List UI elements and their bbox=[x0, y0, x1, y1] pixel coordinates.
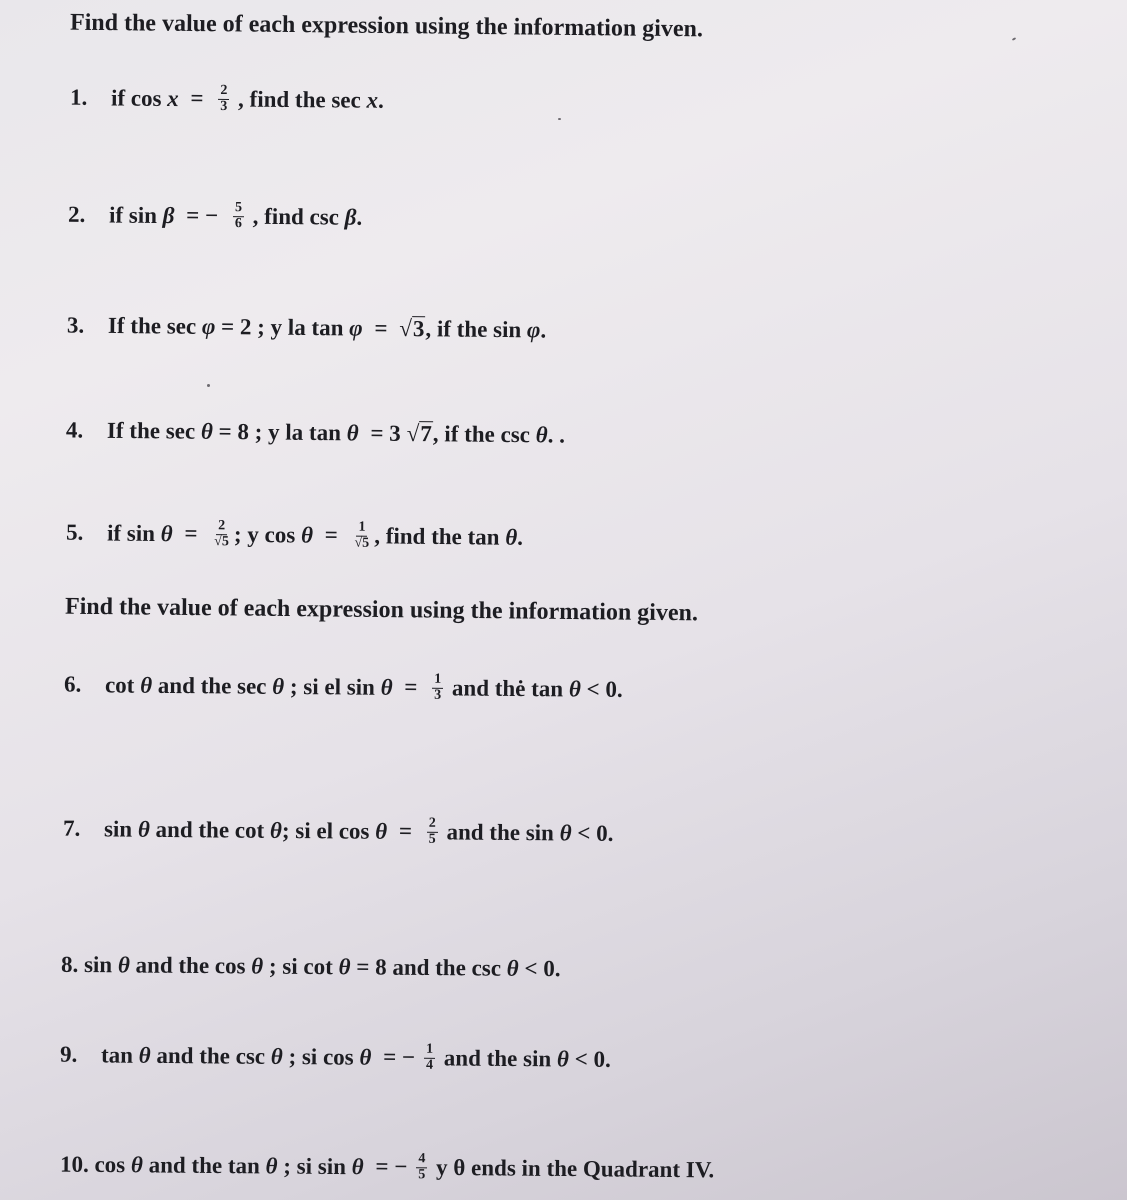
problem-text: and the cot bbox=[155, 816, 265, 843]
operator: = − bbox=[186, 203, 219, 229]
problem-2 bbox=[68, 202, 362, 235]
problem-text: sin bbox=[83, 952, 113, 978]
problem-text: , find the sec bbox=[237, 86, 361, 113]
problem-text: if sin bbox=[108, 202, 158, 228]
variable: θ bbox=[160, 521, 173, 547]
fraction-numerator: 2 bbox=[427, 817, 438, 833]
variable: θ bbox=[300, 522, 314, 548]
variable: θ bbox=[117, 952, 130, 978]
problem-number: 4. bbox=[65, 417, 84, 443]
fraction bbox=[218, 84, 229, 114]
fraction-numerator: 5 bbox=[233, 201, 244, 217]
radical-sign: √ bbox=[406, 420, 420, 447]
problem-text: y θ ends in the Quadrant IV. bbox=[436, 1154, 715, 1183]
problem-text: and the sec bbox=[157, 672, 267, 699]
operator: = bbox=[404, 675, 418, 701]
variable: θ bbox=[338, 954, 351, 980]
punctuation: . bbox=[356, 204, 363, 230]
variable: θ bbox=[269, 817, 283, 843]
problem-5 bbox=[66, 520, 523, 555]
problem-text: and the tan bbox=[148, 1152, 260, 1179]
problem-9 bbox=[60, 1042, 611, 1077]
radical-sign: √ bbox=[399, 315, 413, 342]
variable: β bbox=[344, 204, 357, 230]
paper-speck bbox=[1012, 37, 1016, 41]
fraction-denominator: 5 bbox=[428, 831, 436, 847]
operator: = bbox=[324, 522, 338, 548]
problem-text: < 0. bbox=[574, 1046, 611, 1072]
problem-6 bbox=[64, 672, 623, 707]
operator: = − bbox=[375, 1154, 408, 1180]
problem-number: 8. bbox=[60, 951, 79, 977]
punctuation: . bbox=[377, 87, 384, 113]
operator: = − bbox=[383, 1044, 416, 1071]
variable: x bbox=[167, 85, 179, 112]
paper-speck bbox=[207, 384, 210, 387]
problem-text: and thė tan bbox=[451, 675, 564, 702]
problem-text: and the cos bbox=[135, 952, 246, 979]
variable: β bbox=[162, 203, 175, 229]
operator: = 3 bbox=[370, 420, 401, 446]
problem-text: = 8 ; y la tan bbox=[218, 418, 342, 446]
variable: θ bbox=[200, 418, 213, 444]
variable: θ bbox=[272, 673, 285, 699]
fraction-numerator: 4 bbox=[416, 1152, 427, 1168]
variable: θ bbox=[505, 524, 518, 550]
variable: φ bbox=[349, 315, 363, 341]
variable: θ bbox=[270, 1043, 283, 1070]
fraction-numerator: 2 bbox=[218, 84, 229, 100]
problem-1 bbox=[69, 82, 384, 118]
problem-10 bbox=[60, 1151, 714, 1187]
operator: = bbox=[190, 86, 204, 112]
variable: θ bbox=[130, 1152, 144, 1178]
fraction-denominator: 6 bbox=[234, 215, 242, 231]
problem-number: 2. bbox=[67, 202, 86, 228]
problem-8 bbox=[61, 953, 561, 980]
punctuation: . . bbox=[547, 422, 566, 448]
problem-text: ; si cot bbox=[268, 953, 333, 980]
problem-text: and the sin bbox=[443, 1045, 552, 1072]
fraction-denominator: √5 bbox=[354, 535, 370, 551]
fraction-denominator: 4 bbox=[425, 1057, 434, 1073]
fraction bbox=[352, 521, 371, 552]
variable: θ bbox=[506, 955, 519, 981]
variable: θ bbox=[359, 1044, 372, 1070]
problem-text: ; y cos bbox=[233, 521, 296, 548]
problem-number: 5. bbox=[65, 520, 84, 546]
paper-speck bbox=[558, 118, 561, 120]
punctuation: . bbox=[540, 317, 547, 343]
square-root bbox=[399, 316, 425, 341]
fraction-numerator: 1 bbox=[424, 1043, 435, 1059]
radicand: 7 bbox=[420, 421, 433, 447]
fraction bbox=[212, 519, 231, 550]
variable: θ bbox=[265, 1153, 278, 1179]
problem-number: 1. bbox=[69, 85, 88, 111]
variable: θ bbox=[568, 676, 581, 702]
operator: = bbox=[398, 818, 413, 845]
variable: θ bbox=[559, 820, 572, 846]
fraction bbox=[427, 817, 438, 847]
worksheet-heading-1: Find the value of each expression using the information given. bbox=[69, 9, 704, 43]
problem-text: = 8 and the csc bbox=[356, 954, 502, 981]
problem-text: , if the sin bbox=[425, 316, 522, 343]
fraction bbox=[432, 673, 443, 703]
variable: φ bbox=[201, 313, 216, 340]
problem-text: < 0. bbox=[586, 676, 623, 702]
fraction bbox=[416, 1152, 427, 1182]
problem-number: 3. bbox=[66, 312, 85, 338]
problem-text: = 2 ; y la tan bbox=[220, 314, 344, 341]
fraction-numerator: 1 bbox=[432, 673, 443, 689]
variable: θ bbox=[535, 422, 548, 448]
problem-text: cos bbox=[94, 1151, 126, 1178]
problem-text: and the sin bbox=[446, 819, 554, 846]
problem-3 bbox=[67, 312, 546, 342]
problem-number: 10. bbox=[59, 1151, 89, 1177]
radicand: 3 bbox=[412, 316, 425, 342]
variable: x bbox=[366, 87, 379, 113]
problem-text: < 0. bbox=[524, 955, 561, 982]
square-root bbox=[407, 421, 433, 446]
fraction-numerator: 1 bbox=[356, 521, 367, 537]
variable: φ bbox=[526, 317, 541, 343]
problem-text: cot bbox=[104, 672, 135, 698]
problem-text: , find csc bbox=[252, 203, 340, 230]
problem-text: ; si el sin bbox=[289, 674, 376, 700]
operator: = bbox=[184, 521, 198, 547]
problem-text: ; si el cos bbox=[281, 817, 370, 844]
problem-text: if sin bbox=[106, 520, 156, 547]
variable: θ bbox=[137, 816, 150, 842]
problem-text: tan bbox=[100, 1042, 134, 1068]
problem-number: 7. bbox=[62, 816, 81, 842]
problem-text: , if the csc bbox=[432, 421, 531, 448]
problem-4 bbox=[66, 417, 565, 447]
variable: θ bbox=[351, 1154, 364, 1180]
fraction-denominator: 3 bbox=[434, 687, 442, 703]
problem-text: If the sec bbox=[107, 312, 197, 339]
fraction-denominator: 3 bbox=[220, 98, 228, 114]
variable: θ bbox=[375, 818, 388, 844]
fraction bbox=[233, 201, 244, 231]
problem-text: < 0. bbox=[577, 820, 614, 846]
problem-text: ; si cos bbox=[288, 1044, 354, 1070]
punctuation: . bbox=[517, 524, 524, 550]
variable: θ bbox=[140, 672, 153, 698]
problem-text: and the csc bbox=[156, 1042, 266, 1069]
variable: θ bbox=[346, 420, 359, 446]
problem-number: 6. bbox=[63, 672, 82, 698]
problem-number: 9. bbox=[59, 1042, 78, 1068]
problem-text: sin bbox=[103, 816, 133, 842]
fraction bbox=[424, 1043, 435, 1073]
fraction-denominator: √5 bbox=[214, 533, 229, 550]
operator: = bbox=[374, 315, 388, 341]
problem-7 bbox=[63, 816, 614, 851]
variable: θ bbox=[251, 953, 264, 979]
variable: θ bbox=[138, 1042, 151, 1068]
fraction-denominator: 5 bbox=[418, 1166, 426, 1183]
problem-text: ; si sin bbox=[283, 1153, 347, 1180]
worksheet-heading-2: Find the value of each expression using the information given. bbox=[64, 593, 699, 627]
variable: θ bbox=[556, 1046, 570, 1072]
problem-text: , find the tan bbox=[374, 523, 500, 550]
problem-text: If the sec bbox=[106, 417, 196, 444]
fraction-numerator: 2 bbox=[216, 519, 227, 535]
problem-text: if cos bbox=[110, 85, 162, 111]
variable: θ bbox=[380, 674, 393, 700]
